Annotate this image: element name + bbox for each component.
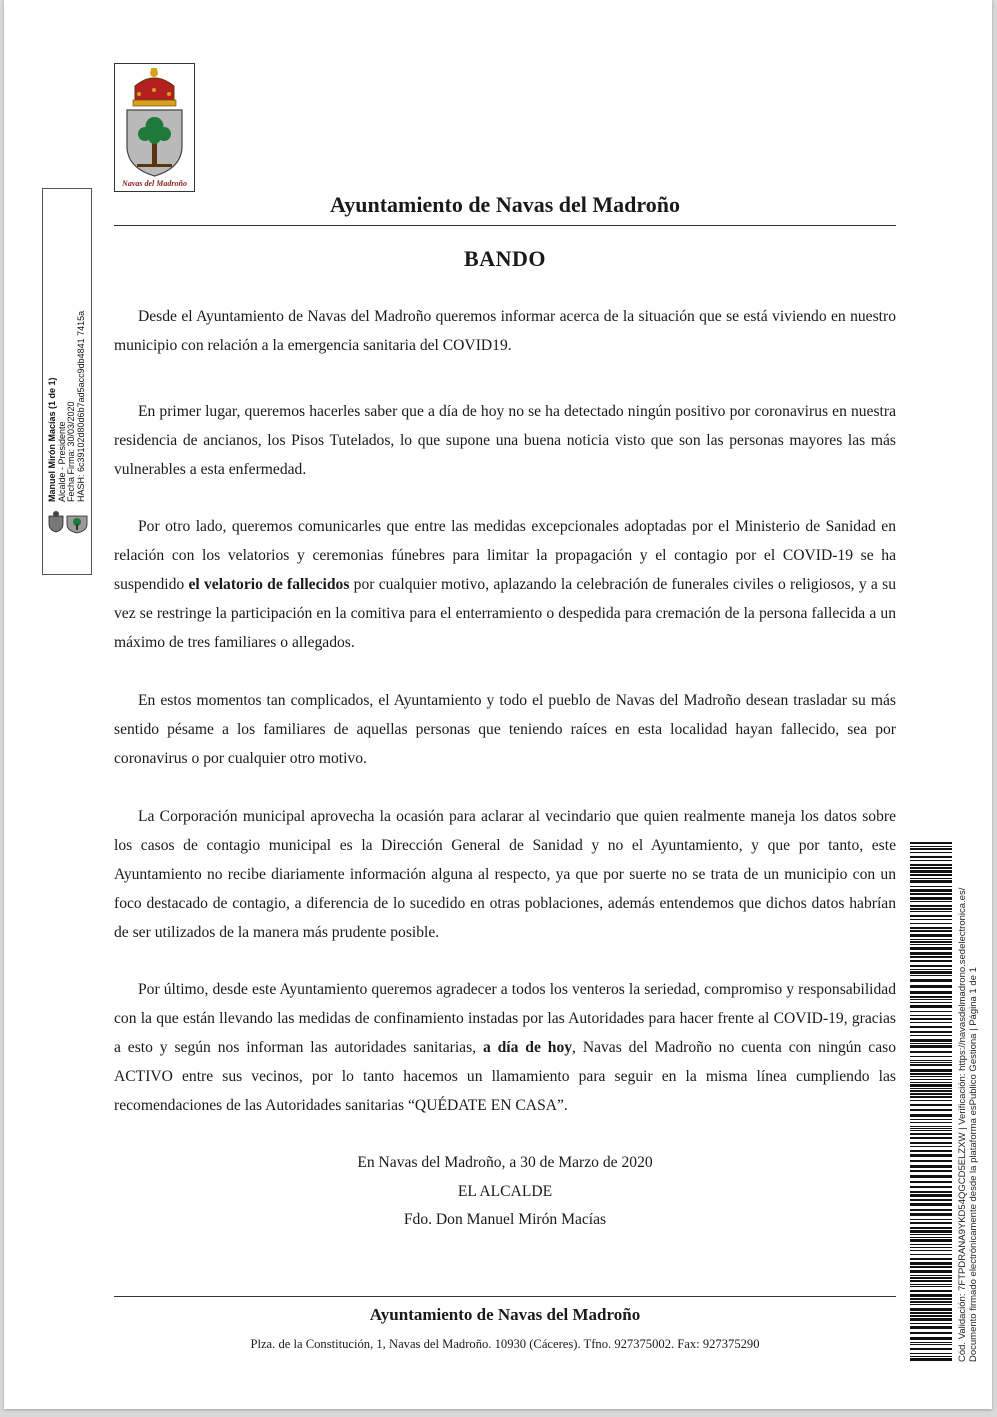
barcode-bar [910,1286,952,1287]
barcode-bar [910,1239,952,1242]
barcode-bar [910,1060,952,1061]
barcode-bar [910,889,952,892]
validation-line-1: Cód. Validación: 7FTPDRANA9YKD54QGCD5ELZXW | Verificación: https://navasdelmadrono.sedelectronica.es/ [957,887,968,1362]
barcode-bar [910,1262,952,1265]
barcode-bar [910,1130,952,1131]
barcode-bar [910,1079,952,1080]
barcode-bar [910,923,952,924]
barcode-bar [910,985,952,988]
barcode-bar [910,947,952,950]
barcode-bar [910,1069,952,1072]
barcode-bar [910,886,952,887]
barcode-bar [910,952,952,955]
barcode-bar [910,880,952,883]
barcode-bar [910,1126,952,1127]
paragraph-velatorios [114,512,896,657]
barcode-bar [910,1227,952,1229]
barcode-bar [910,1035,952,1036]
barcode-bar [910,1298,952,1300]
barcode-bar [910,1199,952,1201]
paragraph-intro: Desde el Ayuntamiento de Navas del Madroño queremos informar acerca de la situación que se está viviendo en nuestro municipio con relación a la emergencia sanitaria del COVID19. [114,308,896,354]
barcode-bar [910,842,952,844]
barcode-bar [910,1356,952,1357]
signature-hash: HASH: 6c39102d80d6b7ad5acc9db4841 7415a [75,310,86,502]
barcode-bar [910,1284,952,1285]
barcode-bar [910,1073,952,1075]
stamp-logo-icon [47,510,89,534]
barcode-bar [910,878,952,879]
barcode-bar [910,908,952,910]
paragraph-pesame: En estos momentos tan complicados, el Ayuntamiento y todo el pueblo de Navas del Madroño desean trasladar su más sentido pésame a los familiares de aquellas personas que teniendo raíces en esta localidad hayan fallecido, sea por coronavirus o por cualquier otro motivo. [114,692,896,767]
barcode-bar [910,965,952,967]
barcode-bar [910,1219,952,1220]
barcode-bar [910,1275,952,1276]
paragraph-agradecimiento-bold: a día de hoy [482,1039,573,1056]
barcode-bar [910,1093,952,1095]
barcode-bar [910,971,952,974]
signature-role: EL ALCALDE [457,1182,553,1200]
barcode-bar [910,930,952,932]
barcode-bar [910,860,952,861]
signature-date: Fecha Firma: 30/03/2020 [66,401,76,502]
paragraph-velatorios-bold: el velatorio de fallecidos [188,576,350,593]
barcode-bar [910,1270,952,1273]
barcode-bar [910,941,952,943]
coat-of-arms-caption: Navas del Madroño [122,179,187,188]
header-divider [114,225,896,226]
validation-line-2: Documento firmado electrónicamente desde la plataforma esPublico Gestiona | Página 1 de 1 [967,967,979,1362]
paragraph-datos: La Corporación municipal aprovecha la ocasión para aclarar al vecindario que quien realmente maneja los datos sobre los casos de contagio municipal es la Dirección General de Sanidad y no el Ayuntamiento, y que por tanto, este Ayuntamiento no recibe diariamente información alguna al respecto, ya que por suerte no se trata de un municipio con un foco destacado de contagio, a diferencia de lo sucedido en otras poblaciones, además entendemos que dichos datos habrían de ser utilizados de la manera más prudente posible. [114,808,896,941]
barcode-bar [910,901,952,902]
barcode-bar [910,1250,952,1251]
barcode-bar [910,1254,952,1255]
barcode-bar [910,1114,952,1117]
barcode-bar [910,1043,952,1044]
barcode-bar [910,956,952,958]
barcode-bar [910,1353,952,1354]
barcode-bar [910,1015,952,1016]
barcode-bar [910,1323,952,1324]
barcode-bar [910,1133,952,1135]
barcode-bar [910,1170,952,1172]
barcode-bar [910,1191,952,1193]
barcode-bar [910,1244,952,1245]
footer-divider [114,1296,896,1297]
barcode-bar [910,996,952,998]
barcode-bar [910,911,952,912]
barcode-bar [910,1076,952,1077]
signature-name: Fdo. Don Manuel Mirón Macías [403,1211,607,1228]
barcode-bar [910,874,952,876]
barcode-bar [910,1064,952,1066]
barcode-bar [910,864,952,866]
document-type: BANDO [464,246,546,271]
barcode-bar [910,919,952,920]
barcode-bar [910,1150,952,1152]
barcode-bar [910,1128,952,1129]
validation-text [958,842,979,1362]
barcode-bar [910,1230,952,1233]
barcode-bar [910,1051,952,1053]
barcode-bar [910,1109,952,1111]
barcode-bar [910,1318,952,1321]
barcode-bar [910,1031,952,1033]
barcode-bar [910,1011,952,1012]
barcode-bar [910,1344,952,1345]
barcode-bar [910,870,952,873]
barcode-bar [910,1122,952,1123]
barcode-bar [910,1154,952,1157]
barcode-bar [910,846,952,847]
barcode-bar [910,1137,952,1139]
barcode-bar [910,1194,952,1197]
barcode-bar [910,1332,952,1334]
barcode-bar [910,1119,952,1120]
paragraph-agradecimiento [114,975,896,1120]
barcode-bar [910,934,952,937]
barcode-bar [910,1142,952,1144]
barcode-bar [910,1308,952,1311]
barcode-bar [910,1160,952,1162]
paragraph-agradecimiento-end: , Navas del Madroño no cuenta con ningún caso ACTIVO entre sus vecinos, por lo tanto hacemos un llamamiento para seguir en la misma línea cumpliendo las recomendaciones de las Autoridades sanitarias “QUÉDATE EN CASA”. [114,1039,896,1114]
barcode-bar [910,1090,952,1092]
barcode-bar [910,1181,952,1183]
paragraph-velatorios-start: Por otro lado, queremos comunicarles que entre las medidas excepcionales adoptadas por el Ministerio de Sanidad en relación con los velatorios y ceremonias fúnebres para limitar la propagación y el contagio por el COVID-19 se ha suspendido [114,518,896,593]
barcode-bar [910,852,952,853]
coat-of-arms [114,63,195,192]
barcode-bar [910,1084,952,1087]
barcode-bar [910,1022,952,1023]
footer-title: Ayuntamiento de Navas del Madroño [369,1305,641,1324]
barcode-bar [910,1104,952,1106]
paragraph-agradecimiento-start: Por último, desde este Ayuntamiento queremos agradecer a todos los venteros la seriedad, compromiso y responsabilidad con la que están llevando las medidas de confinamiento instadas por las Autoridades para hacer frente al COVID-19, gracias a esto y según nos informan las autoridades sanitarias, [114,981,896,1056]
barcode-bar [910,1175,952,1178]
barcode-bar [910,1186,952,1188]
barcode-bar [910,1280,952,1282]
barcode-bar [910,1342,952,1343]
barcode-bar [910,1277,952,1279]
barcode-bar [910,927,952,929]
barcode-bar [910,1326,952,1329]
barcode-bar [910,1234,952,1235]
barcode-bar [910,856,952,858]
signature-block [114,1149,896,1235]
barcode-bar [910,1213,952,1216]
barcode-bar [910,991,952,994]
barcode-bar [910,999,952,1000]
page-title: Ayuntamiento de Navas del Madroño [330,192,680,217]
barcode-bar [910,848,952,850]
barcode-bar [910,1088,952,1089]
barcode-bar [910,1237,952,1238]
barcode-bar [910,1146,952,1147]
footer-address: Plza. de la Constitución, 1, Navas del Madroño. 10930 (Cáceres). Tfno. 927375002. Fax: 927375290 [250,1337,760,1351]
barcode-bar [910,939,952,940]
paragraph-residencia: En primer lugar, queremos hacerles saber que a día de hoy no se ha detectado ningún positivo por coronavirus en nuestra residencia de ancianos, los Pisos Tutelados, lo que supone una buena noticia visto que son las personas mayores las más vulnerables a esta enfermedad. [114,403,896,478]
barcode-bar [910,1005,952,1008]
validation-barcode [910,842,952,1362]
barcode-bar [910,1002,952,1003]
barcode-bar [910,1039,952,1042]
paragraph-velatorios-end: por cualquier motivo, aplazando la celebración de funerales civiles o religiosos, y a su vez se restringe la participación en la comitiva para el enterramiento o despedida para cremación de la persona fallecida a un máximo de tres familiares o allegados. [114,576,896,651]
barcode-bar [910,1348,952,1350]
signature-place-date: En Navas del Madroño, a 30 de Marzo de 2020 [357,1154,653,1171]
barcode-bar [910,969,952,970]
barcode-bar [910,1045,952,1048]
barcode-bar [910,1056,952,1057]
barcode-bar [910,915,952,917]
barcode-bar [910,893,952,895]
barcode-bar [910,1312,952,1314]
barcode-bar [910,1165,952,1168]
barcode-bar [910,1258,952,1260]
barcode-bar [910,905,952,907]
barcode-bar [910,1301,952,1303]
barcode-bar [910,1266,952,1268]
signer-name: Manuel Mirón Macías (1 de 1) [47,377,57,502]
barcode-bar [910,1290,952,1292]
barcode-bar [910,1082,952,1083]
barcode-bar [910,1294,952,1297]
barcode-bar [910,960,952,962]
barcode-bar [910,975,952,976]
barcode-bar [910,1096,952,1098]
barcode-bar [910,1358,952,1361]
coat-of-arms-emblem [115,64,194,191]
barcode-bar [910,1315,952,1317]
barcode-bar [910,979,952,982]
barcode-bar [910,1209,952,1211]
barcode-bar [910,1100,952,1101]
barcode-bar [910,1203,952,1206]
barcode-bar [910,1018,952,1020]
document-page [4,0,992,1409]
signature-stamp-text [48,262,86,502]
barcode-bar [910,867,952,869]
barcode-bar [910,1337,952,1340]
barcode-bar [910,1304,952,1305]
barcode-bar [910,1026,952,1028]
signer-role: Alcalde - Presidente [56,421,67,502]
barcode-bar [910,1247,952,1248]
barcode-bar [910,944,952,945]
barcode-bar [910,1222,952,1224]
barcode-bar [910,1062,952,1063]
barcode-bar [910,897,952,900]
